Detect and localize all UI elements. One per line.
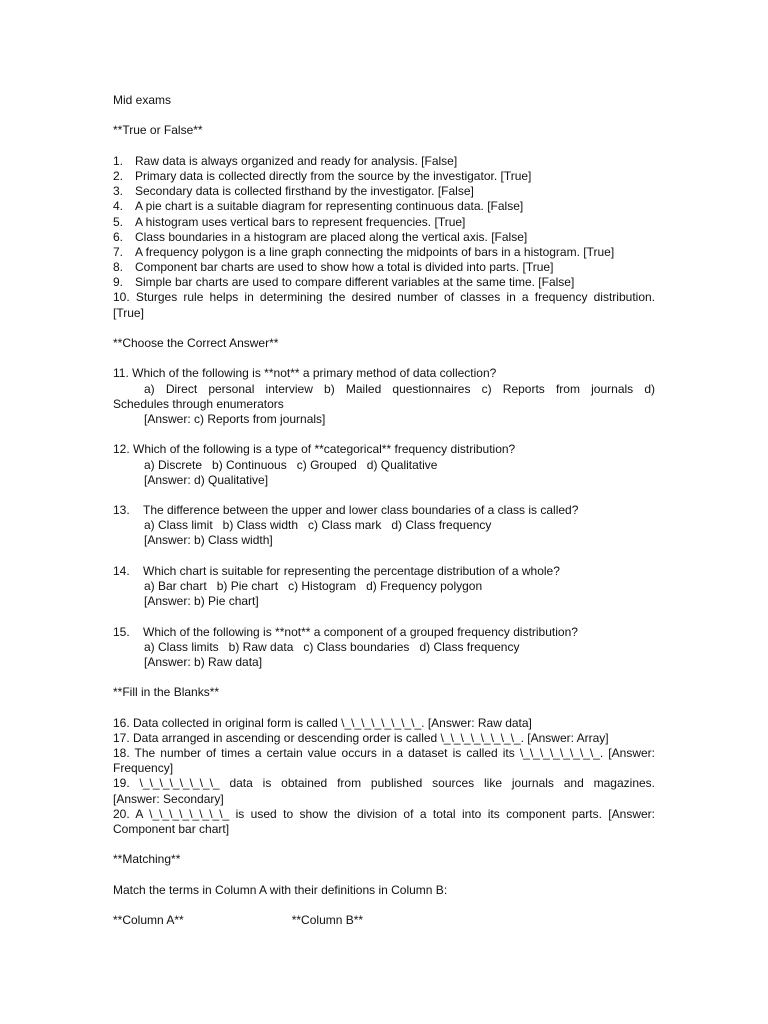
q20-line-1: 20. A \_\_\_\_\_\_\_\_ is used to show the division of a total into its component parts. [Answer: xyxy=(113,806,655,821)
q12-answer: [Answer: d) Qualitative] xyxy=(144,472,269,487)
q14-question xyxy=(113,564,655,579)
tf-item-6 xyxy=(113,230,655,245)
tf-item-number: 5. xyxy=(113,214,124,229)
choose-heading: **Choose the Correct Answer** xyxy=(113,336,279,350)
q17: 17. Data arranged in ascending or descending order is called \_\_\_\_\_\_\_\_. [Answer: Array] xyxy=(113,730,609,745)
spacer xyxy=(113,609,655,624)
q12-option-c: c) Grouped xyxy=(296,457,357,472)
tf-item-text: Raw data is always organized and ready for analysis. [False] xyxy=(135,153,458,168)
tf-item-number: 7. xyxy=(113,244,124,259)
tf-item-4 xyxy=(113,199,655,214)
matching-instruction: Match the terms in Column A with their definitions in Column B: xyxy=(113,882,448,897)
matching-heading: **Matching** xyxy=(113,852,181,867)
q12-option-b: b) Continuous xyxy=(212,457,287,472)
tf-item-number: 1. xyxy=(113,153,124,168)
q11-options-wrap: Schedules through enumerators xyxy=(113,396,284,411)
spacer xyxy=(113,898,655,913)
tf-item-text: Secondary data is collected firsthand by the investigator. [False] xyxy=(135,184,474,199)
spacer xyxy=(113,701,655,716)
q13-number: 13. xyxy=(113,503,130,518)
q15-option-d: d) Class frequency xyxy=(419,639,520,654)
q12-option-a: a) Discrete xyxy=(144,457,203,472)
q15-option-a: a) Class limits xyxy=(144,639,219,654)
spacer xyxy=(113,351,655,366)
q20-line-2: Component bar chart] xyxy=(113,822,230,836)
q19-line-1: 19. \_\_\_\_\_\_\_\_ data is obtained from published sources like journals and magazines. xyxy=(113,776,655,791)
q14-option-a: a) Bar chart xyxy=(144,579,207,593)
spacer xyxy=(113,670,655,685)
tf-item-text: Primary data is collected directly from the source by the investigator. [True] xyxy=(135,168,532,183)
q13-text: The difference between the upper and lower class boundaries of a class is called? xyxy=(143,503,579,518)
tf-item-text: A histogram uses vertical bars to represent frequencies. [True] xyxy=(135,214,466,229)
q15-option-b: b) Raw data xyxy=(228,639,294,654)
tf-item-number: 2. xyxy=(113,168,124,183)
matching-columns xyxy=(113,913,655,928)
q15-answer: [Answer: b) Raw data] xyxy=(144,654,263,669)
q16: 16. Data collected in original form is called \_\_\_\_\_\_\_\_. [Answer: Raw data] xyxy=(113,715,532,730)
q15-text: Which of the following is **not** a component of a grouped frequency distribution? xyxy=(143,624,578,639)
tf-item-number: 8. xyxy=(113,260,124,275)
q13-option-a: a) Class limit xyxy=(144,518,213,533)
tf-item-10-line-2: [True] xyxy=(113,305,144,320)
q14-options xyxy=(113,579,655,594)
q12-option-d: d) Qualitative xyxy=(366,457,438,472)
spacer xyxy=(113,868,655,883)
q13-question xyxy=(113,503,655,518)
q13-options xyxy=(113,518,655,533)
q15-question xyxy=(113,625,655,640)
column-a-header: **Column A** xyxy=(113,913,184,928)
q11-question: 11. Which of the following is **not** a primary method of data collection? xyxy=(113,366,497,381)
tf-item-text: Simple bar charts are used to compare different variables at the same time. [False] xyxy=(135,275,575,290)
tf-item-number: 6. xyxy=(113,229,124,244)
true-false-heading: **True or False** xyxy=(113,123,203,138)
q11-answer: [Answer: c) Reports from journals] xyxy=(144,411,326,426)
q15-number: 15. xyxy=(113,624,130,639)
q18-line-2: Frequency] xyxy=(113,761,174,776)
spacer xyxy=(113,139,655,154)
tf-item-text: A frequency polygon is a line graph connecting the midpoints of bars in a histogram. [True] xyxy=(135,244,615,259)
q14-text: Which chart is suitable for representing the percentage distribution of a whole? xyxy=(143,563,560,578)
spacer xyxy=(113,488,655,503)
q14-option-d: d) Frequency polygon xyxy=(366,579,483,593)
document-title: Mid exams xyxy=(113,93,172,107)
q13-option-d: d) Class frequency xyxy=(391,518,492,533)
q15-options xyxy=(113,640,655,655)
tf-item-1 xyxy=(113,154,655,169)
tf-item-number: 3. xyxy=(113,184,124,199)
q12-question: 12. Which of the following is a type of **categorical** frequency distribution? xyxy=(113,442,516,457)
q13-answer: [Answer: b) Class width] xyxy=(144,533,273,548)
q14-option-c: c) Histogram xyxy=(288,579,357,593)
spacer xyxy=(113,108,655,123)
tf-item-3 xyxy=(113,184,655,199)
tf-item-text: Component bar charts are used to show how a total is divided into parts. [True] xyxy=(135,260,554,275)
tf-item-5 xyxy=(113,215,655,230)
q11-options: a) Direct personal interview b) Mailed questionnaires c) Reports from journals d) xyxy=(144,381,655,396)
exam-document xyxy=(113,93,655,928)
q13-option-c: c) Class mark xyxy=(308,518,382,533)
tf-item-number: 4. xyxy=(113,199,124,214)
tf-item-8 xyxy=(113,260,655,275)
q14-answer: [Answer: b) Pie chart] xyxy=(144,594,259,609)
tf-item-2 xyxy=(113,169,655,184)
tf-item-text: Class boundaries in a histogram are placed along the vertical axis. [False] xyxy=(135,229,528,244)
tf-item-number: 9. xyxy=(113,275,124,290)
spacer xyxy=(113,427,655,442)
q14-number: 14. xyxy=(113,563,130,578)
spacer xyxy=(113,837,655,852)
q15-option-c: c) Class boundaries xyxy=(303,639,410,654)
column-b-header: **Column B** xyxy=(291,913,364,928)
spacer xyxy=(113,321,655,336)
q13-option-b: b) Class width xyxy=(222,518,299,533)
q14-option-b: b) Pie chart xyxy=(216,579,279,593)
blanks-heading: **Fill in the Blanks** xyxy=(113,685,220,700)
spacer xyxy=(113,549,655,564)
q19-line-2: [Answer: Secondary] xyxy=(113,791,224,806)
q18-line-1: 18. The number of times a certain value occurs in a dataset is called its \_\_\_\_\_\_\_\_. [Answer: xyxy=(113,746,655,761)
tf-item-9 xyxy=(113,275,655,290)
tf-item-10-line-1: 10. Sturges rule helps in determining the desired number of classes in a frequency distribution. xyxy=(113,290,655,305)
tf-item-7 xyxy=(113,245,655,260)
tf-item-text: A pie chart is a suitable diagram for representing continuous data. [False] xyxy=(135,199,524,214)
q12-options xyxy=(113,458,655,473)
